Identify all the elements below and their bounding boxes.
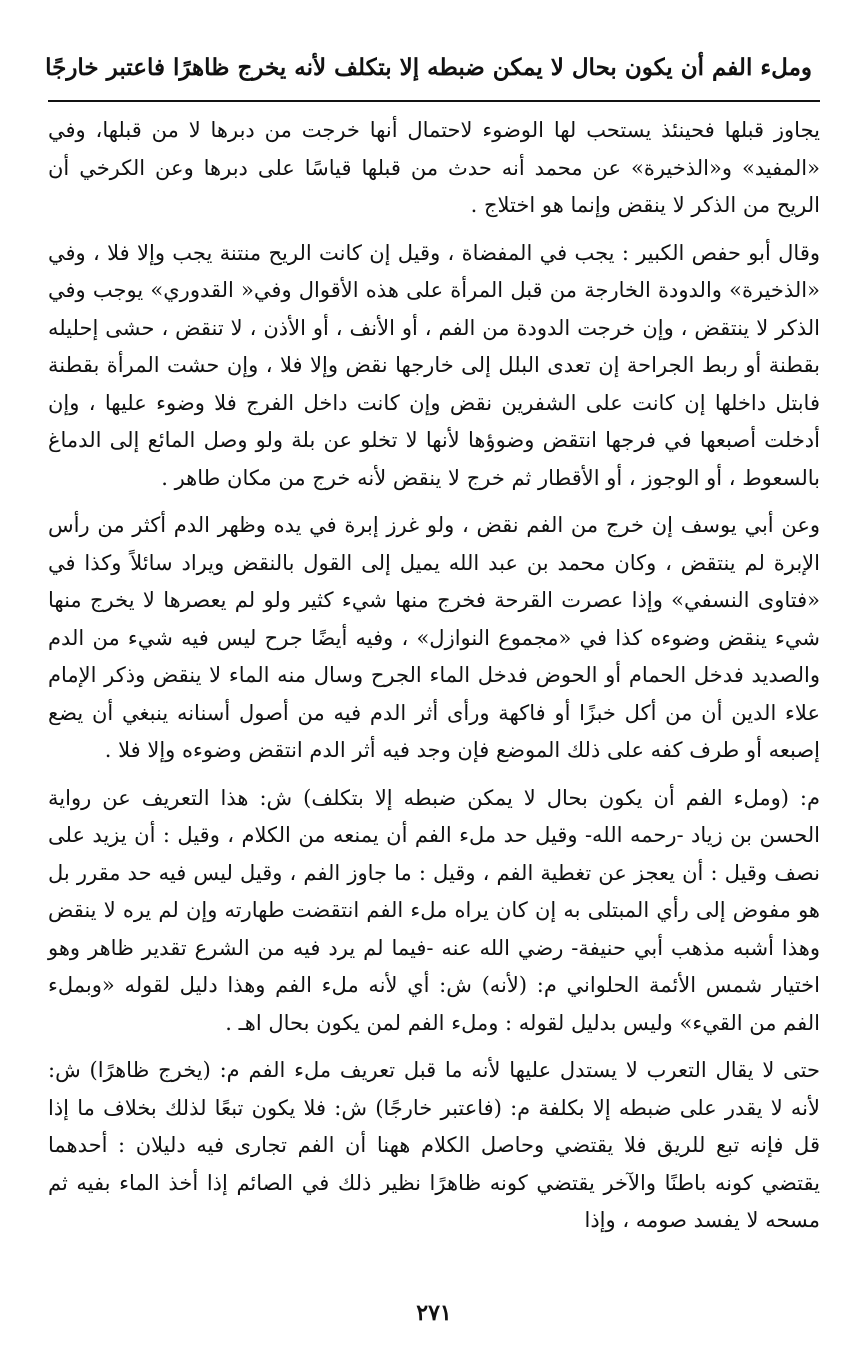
page-header: وملء الفم أن يكون بحال لا يمكن ضبطه إلا بتكلف لأنه يخرج ظاهرًا فاعتبر خارجًا <box>45 54 812 81</box>
paragraph-3: وعن أبي يوسف إن خرج من الفم نقض ، ولو غرز إبرة في يده وظهر الدم أكثر من رأس الإبرة لم ينتقض ، وكان محمد بن عبد الله يميل إلى القول بالنقض ويراد سائلاً وكذا في «فتاوى النسفي» وإذا عصرت القرحة فخرج منها شيء كثير ولو لم يعصرها لا يخرج منها شيء ينقض وضوءه كذا في «مجموع النوازل» ، وفيه أيضًا جرح ليس فيه شيء من الدم والصديد فدخل الحمام أو الحوض فدخل الماء الجرح وسال منه الماء لا ينقض وذكر الإمام علاء الدين أن من أكل خبزًا أو فاكهة ورأى أثر الدم فيه من أصول أسنانه ينبغي أن يضع إصبعه أو طرف كفه على ذلك الموضع فإن وجد فيه أثر الدم انتقض وضوءه وإلا فلا . <box>48 513 820 762</box>
paragraph-5: حتى لا يقال التعرب لا يستدل عليها لأنه ما قبل تعريف ملء الفم م: (يخرج ظاهرًا) ش: لأنه لا يقدر على ضبطه إلا بكلفة م: (فاعتبر خارجًا) ش: فلا يكون تبعًا لذلك بخلاف ما إذا قل فإنه تبع للريق فلا يقتضي وحاصل الكلام ههنا أن الفم تجارى فيه دليلان : أحدهما يقتضي كونه باطنًا والآخر يقتضي كونه ظاهرًا نظير ذلك في الصائم إذا أخذ الماء بفيه ثم مسحه لا يفسد صومه ، وإذا <box>48 1058 820 1232</box>
header-divider <box>48 100 820 102</box>
paragraph-2: وقال أبو حفص الكبير : يجب في المفضاة ، وقيل إن كانت الريح منتنة يجب وإلا فلا ، وفي «الذخيرة» والدودة الخارجة من قبل المرأة على هذه الأقوال وفي« القدوري» يوجب وفي الذكر لا ينتقض ، وإن خرجت الدودة من الفم ، أو الأنف ، أو الأذن ، لا تنقض ، حشى إحليله بقطنة أو ربط الجراحة إن تعدى البلل إلى خارجها نقض وإلا فلا ، وإن حشت المرأة بقطنة فابتل داخلها إن كانت على الشفرين نقض وإن كانت داخل الفرج فلا وضوء عليها ، وإن أدخلت أصبعها في فرجها انتقض وضوؤها لأنها لا تخلو عن بلة ولو وصل المائع إلى الدماغ بالسعوط ، أو الوجوز ، أو الأقطار ثم خرج لا ينقض لأنه خرج من مكان طاهر . <box>48 240 820 490</box>
paragraph-4: م: (وملء الفم أن يكون بحال لا يمكن ضبطه إلا بتكلف) ش: هذا التعريف عن رواية الحسن بن زياد -رحمه الله- وقيل حد ملء الفم أن يمنعه من الكلام ، وقيل : أن يزيد على نصف وقيل : أن يعجز عن تغطية الفم ، وقيل : ما جاوز الفم ، وقيل ليس فيه حد مقرر بل هو مفوض إلى رأي المبتلى به إن كان يراه ملء الفم انتقضت طهارته وإن لم يره لا ينقض وهذا أشبه مذهب أبي حنيفة- رضي الله عنه -فيما لم يرد فيه من الشرع تقدير ظاهر وهو اختيار شمس الأئمة الحلواني م: (لأنه) ش: أي لأنه ملء الفم وهذا دليل لقوله «وبملء الفم من القيء» وليس بدليل لقوله : وملء الفم لمن يكون بحال اهـ . <box>48 785 820 1035</box>
page-number: ٢٧١ <box>416 1300 452 1326</box>
commentary-body <box>48 112 820 1250</box>
paragraph-1: يجاوز قبلها فحينئذ يستحب لها الوضوء لاحتمال أنها خرجت من دبرها لا من قبلها، وفي «المفيد» و«الذخيرة» عن محمد أنه حدث من قبلها قياسًا على دبرها وعن الكرخي أن الريح من الذكر لا ينقض وإنما هو اختلاج . <box>48 118 820 217</box>
